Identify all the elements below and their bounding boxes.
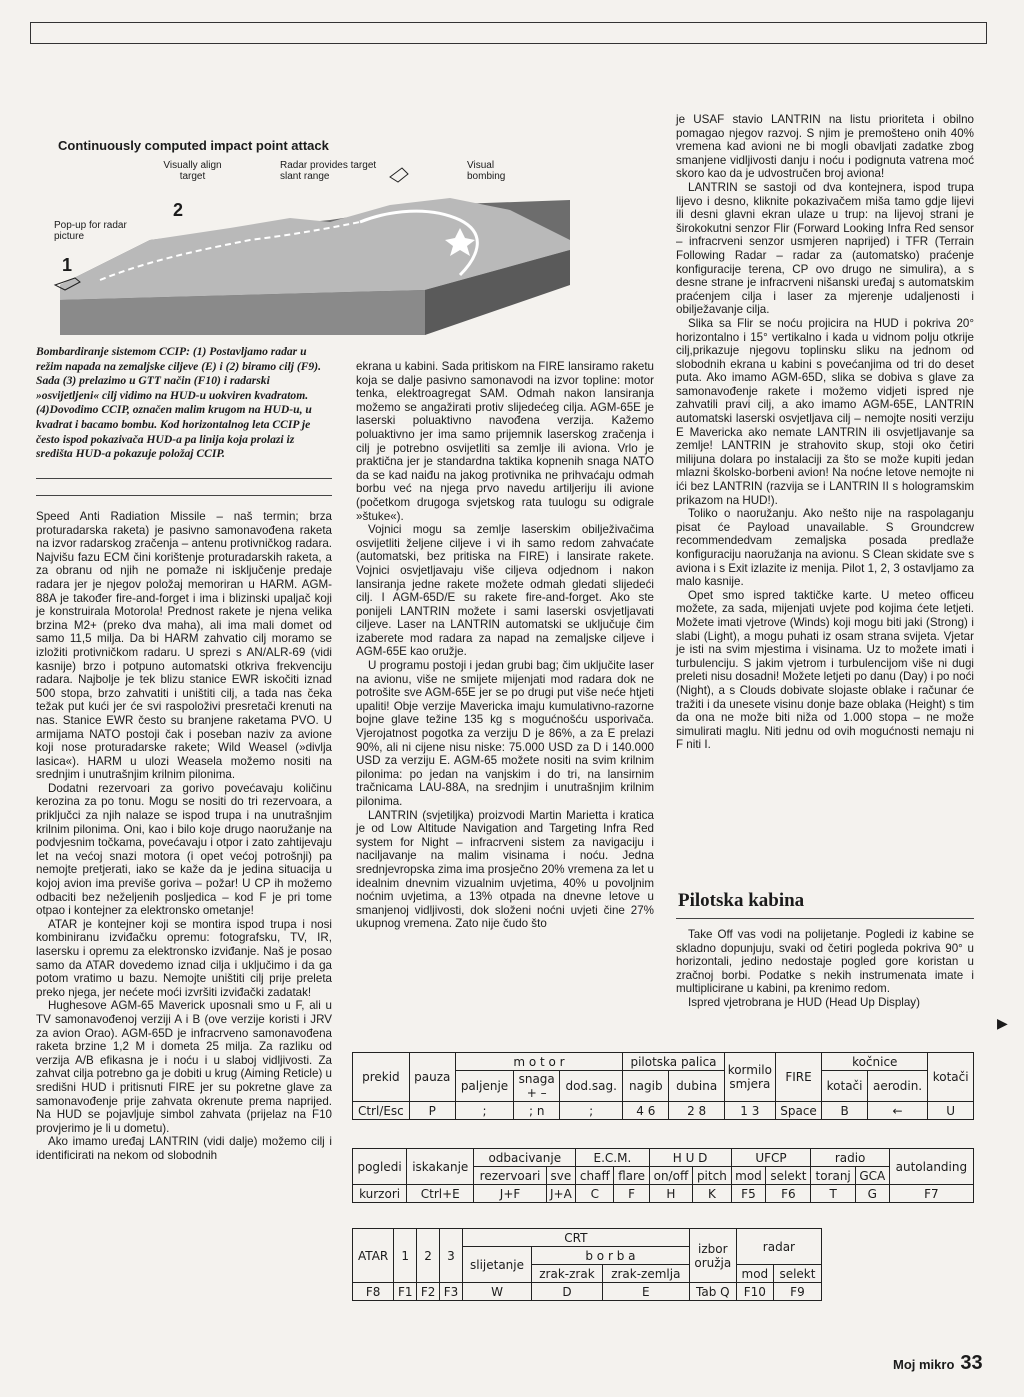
cell: 2 8 <box>669 1102 724 1120</box>
paragraph: Ispred vjetrobrana je HUD (Head Up Display) <box>688 995 920 1009</box>
cell: mod <box>731 1167 766 1185</box>
cell: nagib <box>623 1071 669 1102</box>
cell: Space <box>775 1102 821 1120</box>
column-3 <box>676 113 974 752</box>
cell: radio <box>811 1149 889 1167</box>
cell: toranj <box>811 1167 855 1185</box>
cell: ATAR <box>353 1229 394 1283</box>
cell: E.C.M. <box>576 1149 649 1167</box>
cell: B <box>822 1102 868 1120</box>
cell: zrak-zrak <box>532 1265 603 1283</box>
cell-text: + <box>526 1086 537 1100</box>
cell: F <box>614 1185 649 1203</box>
cell: kurzori <box>353 1185 407 1203</box>
label-step-1: 1 <box>62 255 73 275</box>
cell: K <box>693 1185 731 1203</box>
cell <box>514 1071 560 1102</box>
cell: pogledi <box>353 1149 407 1185</box>
cell: aerodin. <box>867 1071 927 1102</box>
cell: F10 <box>736 1283 773 1301</box>
paragraph: je USAF stavio LANTRIN na listu prioriteta i obilno pomagao njegov razvoj. S njim je premoštено onih 40% vremena kad avioni ne bi mogli obavljati zadatke zbog smanjene vidljivosti danju i noću i podignuta vatrena moć skoro kao da je udvostručen broj aviona! <box>676 113 974 181</box>
cell: iskakanje <box>407 1149 474 1185</box>
page-number: 33 <box>960 1352 983 1374</box>
cell: T <box>811 1185 855 1203</box>
cell: 1 <box>394 1229 417 1283</box>
cell: 2 <box>417 1229 440 1283</box>
paragraph: Take Off vas vodi na polijetanje. Pogledi iz kabine se skladno dopunjuju, svaki od četiri pogleda pokriva 90° u horizontali, jedino nedostaje pogled gore koristan u zračnoj borbi. Podatke s nekih instrumenata imate i multipliciranе u kabini, pa krenimo redom. <box>676 928 974 996</box>
cell: W <box>462 1283 531 1301</box>
cell: F6 <box>766 1185 811 1203</box>
cell: F3 <box>440 1283 463 1301</box>
cell: F9 <box>773 1283 821 1301</box>
cell: ; <box>455 1102 513 1120</box>
cell: 3 <box>440 1229 463 1283</box>
cell: D <box>532 1283 603 1301</box>
cell: Ctrl/Esc <box>353 1102 410 1120</box>
cell <box>514 1102 560 1120</box>
cell: on/off <box>649 1167 693 1185</box>
cell: 1 3 <box>724 1102 775 1120</box>
paragraph: Hughesove AGM-65 Maverick uposnali smo u F, ali u TV samonavođenoj verziji A i B (ove verzije koristi i JRV za avion Orao). AGM-65D je infracrveno samonavođena raketa brzine 1,2 M i dometa 25 milja. Za razliku od verzija A/B efikasna je i noću i u slaboj vidljivosti. Za zahvat cilja potrebno ga je dobiti u krug (Aiming Reticle) u središni HUD i pritisnuti FIRE jer su pokretne glave za samonavođenje prije zahvata okrenute prema naprijed. Na HUD se pojavljuje simbol zahvata (prijelaz na F10 provjerimo je li u dometu). <box>36 999 332 1135</box>
caption-rule <box>36 478 332 479</box>
paragraph: Ako imamo uređaj LANTRIN (vidi dalje) možemo cilj i identificirati na nekom od slobodnih <box>36 1135 332 1162</box>
cell: pitch <box>693 1167 731 1185</box>
label-radar-provides: Radar provides target slant range <box>280 160 377 182</box>
cell: F7 <box>889 1185 973 1203</box>
cell: chaff <box>576 1167 614 1185</box>
cell: C <box>576 1185 614 1203</box>
cell: prekid <box>353 1053 410 1102</box>
cell: izbor oružja <box>689 1229 736 1283</box>
cell: pauza <box>409 1053 455 1102</box>
label-step-2: 2 <box>173 200 184 220</box>
cell: kotači <box>928 1053 974 1102</box>
cell: kormilo smjera <box>724 1053 775 1102</box>
top-frame <box>30 22 987 44</box>
cell: FIRE <box>775 1053 821 1102</box>
key-table-views <box>352 1148 974 1203</box>
cell-text: – <box>540 1086 547 1100</box>
cell: selekt <box>766 1167 811 1185</box>
column-1 <box>36 510 332 1163</box>
cell: U <box>928 1102 974 1120</box>
paragraph: Vojnici mogu sa zemlje laserskim obilježivačima osvijetliti željene ciljeve i vi ih samo redom zahvaćate (automatski, bez pritiska na FIRE) i lansirate rakete. Vojnici osvjetljavaju više ciljeva odjednom i nakon lansiranja jedne rakete možete odmah gledati slijedeći cilj. I AGM-65D/E su rakete fire-and-forget. Ako ste ponijeli LANTRIN možete i sami laserski osvjetljavati ciljeve. Laser na LANTRIN automatski se uključuje čim izaberete mod radara za napad na zemaljske ciljeve i AGM-65E kao oružje. <box>356 523 654 659</box>
cell: 4 6 <box>623 1102 669 1120</box>
heading-rule <box>676 918 974 919</box>
cell: GCA <box>855 1167 889 1185</box>
cell: H <box>649 1185 693 1203</box>
key-table-controls <box>352 1052 974 1120</box>
label-visual-bombing: Visual bombing <box>467 160 506 182</box>
cell: kočnice <box>822 1053 928 1071</box>
cell: F8 <box>353 1283 394 1301</box>
cell: odbacivanje <box>474 1149 576 1167</box>
cell: rezervoari <box>474 1167 546 1185</box>
cell: F5 <box>731 1185 766 1203</box>
cell: sve <box>546 1167 575 1185</box>
cell: F2 <box>417 1283 440 1301</box>
cell: m o t o r <box>455 1053 622 1071</box>
label-visually-align: Visually align target <box>163 160 222 182</box>
cell-text: ; <box>528 1103 533 1118</box>
column-3b <box>676 928 974 1010</box>
paragraph: Speed Anti Radiation Missile – naš termin; brza proturadarska raketa) je pasivno samonavođena raketa na izvor radarskog zračenja – antenu protivničkog radara. Najvišu fazu ECM čini korištenje proturadarskih raketa, a za obranu od njih ne pomaže ni isključenje predaje radara jer je njegov položaj memoriran u HARM. AGM-88A je također fire-and-forget i ima i blizinski upaljač koji je konstruirala Motorola! Prednost rakete je njena velika brzina M2+ (preko dva maha), ali ima mali domet od samo 11,5 milja. Da bi HARM zahvatio cilj moramo se izložiti protivničkom radaru. U sprezi s AN/ALR-69 (vidi kasnije) brzo i potpuno automatski otkriva frekvenciju radara. Najbolje je tek blizu stanice EWR iskočiti iznad 500 stopa, brzo zahvatiti i uništiti cilj, a tada nas čeka težak put kući jer će svi raspoloživi presretači krenuti na nas. Stanice EWR često su branjene raketama PVO. U armijama NATO postoji čak i poseban naziv za avione koji nose proturadarske rakete; Wild Weasel (»divlja lasica«). HARM u ulozi Weasela možemo nositi na srednjim i unutrašnjim krilnim pilonima. <box>36 510 332 782</box>
paragraph: U programu postoji i jedan grubi bag; čim uključite laser na avionu, više ne smijete mijenjati mod radara dok ne potrošite sve AGM-65E jer se po drugi put više neće htjeti upaliti! Obje verzije Mavericka imaju kumulativno-razorne bojne glave težine 135 kg s mogućnošću usporivača. Vjerojatnost pogotka za verziju D je 86%, a za E prelazi 90%, ali ni cijene nisu niske: 75.000 USD za D i 140.000 USD za verziju E. AGM-65 možete nositi na svim krilnim pilonima: po jedan na vanjskim i do tri, na lansirnim tračnicama LAU-88A, na srednjim i unutrašnjim krilnim pilonima. <box>356 659 654 808</box>
cell: dubina <box>669 1071 724 1102</box>
cell: pilotska palica <box>623 1053 725 1071</box>
magazine-name: Moj mikro <box>893 1357 955 1372</box>
caption-rule-2 <box>36 495 332 496</box>
paragraph: Toliko o naoružanju. Ako nešto nije na raspolaganju pisat će Payload unavailable. S Groundcrew recommendedvam zemaljska posada predlaže konfiguraciju naoružanja na avionu. S Clean skidate sve s aviona i s Exit izlazite iz menija. Pilot 1, 2, 3 ostavljamo za malo kasnije. <box>676 507 974 589</box>
ccip-figure <box>30 110 656 350</box>
paragraph: ekrana u kabini. Sada pritiskom na FIRE lansiramo raketu koja se dalje pasivno samonavodi na izvor topline: motor tenka, elektroagregat SAM. Odmah nakon lansiranja možemo se angažirati protiv slijedećeg cilja. AGM-65E je laserski poluaktivno navođena verzija. Kažemo poluaktivno jer ima samo prijemnik laserskog zračenja i cilj je potrebno osvijetliti sa zemlje ili aviona. Vrlo je praktična jer je standardna taktika kopnenih snaga NATO da se kad naiđu na jakog protivnika ne prihvaćaju odmah borbu već na njega prvo navedu artiljeriju ili avione (početkom drugoga svjetskog rata tuulogu su odigrale »štuke«). <box>356 360 654 523</box>
cell: UFCP <box>731 1149 811 1167</box>
label-pop-up: Pop-up for radar picture <box>54 220 127 242</box>
cell: selekt <box>773 1265 821 1283</box>
cell: b o r b a <box>532 1247 690 1265</box>
column-2 <box>356 360 654 931</box>
cell: F1 <box>394 1283 417 1301</box>
cell: Ctrl+E <box>407 1185 474 1203</box>
cell: J+A <box>546 1185 575 1203</box>
key-table-atar <box>352 1228 822 1301</box>
continue-arrow-icon: ▶ <box>997 1015 1008 1031</box>
section-heading: Pilotska kabina <box>678 890 805 911</box>
paragraph: ATAR je kontejner koji se montira ispod trupa i nosi kombiniranu izviđačku opremu: fotografsku, TV, IR, lasersku i opremu za elektronsko izviđanje. Naš je posao samo da ATAR dovedemo iznad cilja i uključimo i da ga potom vratimo u bazu. Nemojte uništiti cilj prije preleta preko njega, jer nećete moći izvršiti izviđački zadatak! <box>36 917 332 999</box>
cell: H U D <box>649 1149 731 1167</box>
cell: G <box>855 1185 889 1203</box>
paragraph: Dodatni rezervoari za gorivo povećavaju količinu kerozina za po tonu. Mogu se nositi do tri rezervoara, a priključci za njih nalaze se ispod trupa i na unutrašnjim krilnim pilonima. Oni, kao i bilo koje drugo naoružanje na podvjesnim točkama, povećavaju i otpor i zato zahtijevaju let na većoj snazi motora (i opet većoj potrošnji) pa nemojte pretjerati, iako se kaže da je jedina situacija u kojoj avion ima previše goriva – požar! U CP ih možemo odbaciti bez neželjenih posljedica – kod F je pri tome otpao i kontejner za elektronsko ometanje! <box>36 781 332 918</box>
cell: slijetanje <box>462 1247 531 1283</box>
cell: CRT <box>462 1229 689 1247</box>
cell-text: snaga <box>518 1072 555 1086</box>
paragraph: Slika sa Flir se noću projicira na HUD i pokriva 20° horizontalno i 15° vertikalno i kada u vidnom polju otkrije cilj,prikazuje njegovu toplinsku sliku na jednom od slobodnih ekrana u kabini s povećanjima od tri do deset puta. Ako imamo AGM-65D, slika se dobiva s glave za samonavođenje rakete i možemo vidjeti ispred nje zahvatili pravi cilj, a ako imamo AGM-65E, LANTRIN automatski laserski osvjetljava cilj – nemojte nositi verziju E Mavericka ako nemate LANTRIN ili osvjetljavanje sa zemlje! LANTRIN je strahovito skup, stoji oko četiri milijuna dolara po instalaciji za što se može kupiti jedan mlazni školsko-borbeni avion! Na noćne letove nemojte ni ići bez LANTRIN (razvija se i LANTRIN II s hologramskim prikazom na HUD!). <box>676 316 974 507</box>
paragraph: LANTRIN (svjetiljka) proizvodi Martin Marietta i kratica je od Low Altitude Navigation and Targeting Infra Red system for Night – infracrveni sistem za navigaciju i naciljavanje na malim visinama i noću. Jedna srednjevropska zima ima prosječno 20% vremena za let u idealnim dnevnim vizualnim uvjetima, 40% u povoljnim noćnim uvjetima, a 13% otpada na dnevne letove u smanjenoj vidljivosti, dok složeni noćni uvjeti čine 27% ukupnog vremena. Zato nije čudo što <box>356 808 654 931</box>
cell: Tab Q <box>689 1283 736 1301</box>
page-footer <box>893 1352 983 1375</box>
cell: radar <box>736 1229 821 1265</box>
cell: mod <box>736 1265 773 1283</box>
figure-caption: Bombardiranje sistemom CCIP: (1) Postavljamo radar u režim napada na zemaljske ciljeve (E) i (2) biramo cilj (F9). Sada (3) prelazimo u GTT način (F10) i radarski »osvijetljeni« cilj vidimo na HUD-u uokviren kvadratom. (4)Dovodimo CCIP, označen malim krugom na HUD-u, u kvadrat i bacamo bombu. Kod horizontalnog leta CCIP je često ispod pokazivača HUD-a pa linija koja prolazi iz središta HUD-a pokazuje položaj CCIP. <box>36 345 321 461</box>
cell: zrak-zemlja <box>602 1265 689 1283</box>
cell: ; <box>560 1102 623 1120</box>
cell: P <box>409 1102 455 1120</box>
figure-title: Continuously computed impact point attack <box>58 138 329 153</box>
cell: dod.sag. <box>560 1071 623 1102</box>
paragraph: Opet smo ispred taktičke karte. U meteo officeu možete, za sada, mijenjati uvjete pod kojima ćete letjeti. Možete imati vjetrove (Winds) koji mogu biti jaki (Strong) i slabi (Light), a mogu puhati iz osam strana svijeta. Vjetar je isti na svim mjestima i visinama. Uz to možete imati i turbulenciju. S jakim vjetrom i turbulencijom više ni dugi preleti nisu dosadni! Možete letjeti po danu (Day) i po noći (Night), a s Clouds dobivate slojaste oblake i računar će tražiti i da unesete visinu donje baze oblaka (Height) s tim da ona ne može biti niža od 1.000 stopa – ne može simulirati maglu. Niti jednu od ovih mogućnosti nemaju ni F niti I. <box>676 588 974 752</box>
cell: kotači <box>822 1071 868 1102</box>
cell: paljenje <box>455 1071 513 1102</box>
cell: flare <box>614 1167 649 1185</box>
paragraph: LANTRIN se sastoji od dva kontejnera, ispod trupa lijevo i desno, kliknite pokazivačem miša tamo gdje lijevi ili desni glavni ekran ulaze u trup: na lijevoj strani je širokokutni senzor Flir (Forward Looking Infra Red sensor – infracrveni senzor usmjeren naprijed) i TFR (Terrain Following Radar – radar za (automatsko) praćenje konfiguracije terena, CP ovo drugo ne simulira), a s desne strane je infracrveni nišanski uređaj s automatskim praćenjem cilja i laser za mjerenje udaljenosti i obilježavanje cilja. <box>676 180 974 317</box>
cell: autolanding <box>889 1149 973 1185</box>
cell: E <box>602 1283 689 1301</box>
cell-text: n <box>536 1103 545 1118</box>
cell: J+F <box>474 1185 546 1203</box>
cell: ← <box>867 1102 927 1120</box>
